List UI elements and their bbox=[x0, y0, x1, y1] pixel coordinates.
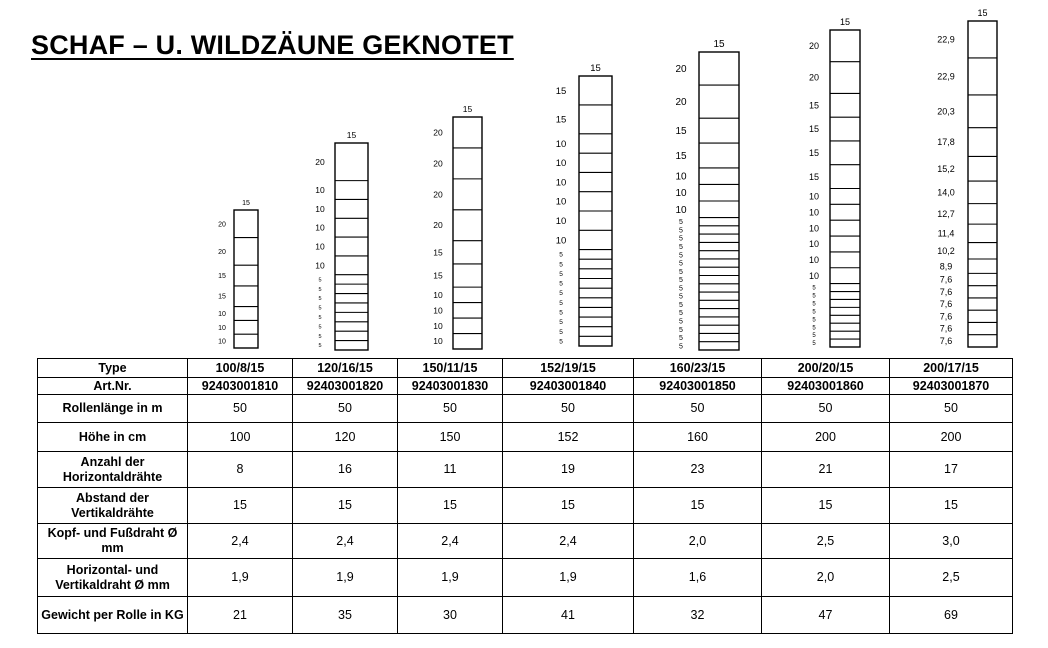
table-cell: 1,9 bbox=[398, 559, 503, 597]
fence-spacing-label: 5 bbox=[318, 305, 322, 312]
fence-spacing-label: 7,6 bbox=[939, 323, 953, 334]
fence-spacing-label: 5 bbox=[679, 293, 683, 301]
fence-top-label: 15 bbox=[839, 17, 851, 27]
spec-table bbox=[37, 358, 1013, 634]
fence-spacing-label: 10 bbox=[315, 260, 325, 271]
table-cell: 1,9 bbox=[503, 559, 634, 597]
fence-spacing-label: 10 bbox=[808, 254, 820, 265]
table-cell: 1,9 bbox=[293, 559, 398, 597]
fence-spacing-label: 10 bbox=[315, 203, 325, 214]
table-cell: 2,4 bbox=[293, 524, 398, 559]
fence-spacing-label: 10 bbox=[555, 215, 567, 227]
table-cell: 50 bbox=[188, 395, 293, 423]
fence-spacing-label: 7,6 bbox=[939, 274, 953, 285]
row-label: Gewicht per Rolle in KG bbox=[38, 597, 188, 634]
row-label: Kopf- und Fußdraht Ø mm bbox=[38, 524, 188, 559]
fence-diagram bbox=[556, 63, 612, 346]
fence-spacing-label: 5 bbox=[318, 314, 322, 321]
table-cell: 2,4 bbox=[503, 524, 634, 559]
table-cell: 15 bbox=[890, 488, 1013, 524]
fence-spacing-label: 5 bbox=[679, 301, 683, 309]
fence-spacing-label: 5 bbox=[559, 280, 563, 288]
fence-spacing-label: 5 bbox=[318, 343, 322, 350]
table-cell: 92403001830 bbox=[398, 378, 503, 395]
fence-spacing-label: 5 bbox=[679, 285, 683, 293]
fence-spacing-label: 20 bbox=[808, 72, 820, 83]
fence-spacing-label: 20 bbox=[675, 64, 687, 76]
table-cell: 21 bbox=[188, 597, 293, 634]
table-row bbox=[38, 423, 1013, 452]
fence-spacing-label: 5 bbox=[559, 270, 563, 278]
fence-spacing-label: 5 bbox=[318, 296, 322, 303]
fence-spacing-label: 10 bbox=[315, 241, 325, 252]
table-cell: 50 bbox=[762, 395, 890, 423]
fence-spacing-label: 15 bbox=[218, 273, 226, 280]
fence-spacing-label: 10 bbox=[675, 188, 687, 200]
table-body bbox=[38, 378, 1013, 634]
fence-spacing-label: 10 bbox=[808, 223, 820, 234]
fence-top-label: 15 bbox=[590, 63, 601, 74]
table-cell: 16 bbox=[293, 452, 398, 488]
fence-spacing-label: 20 bbox=[218, 221, 226, 229]
table-row bbox=[38, 378, 1013, 395]
table-cell: 15 bbox=[188, 488, 293, 524]
fence-spacing-label: 10 bbox=[555, 196, 567, 208]
fence-spacing-label: 15 bbox=[218, 293, 226, 301]
table-cell: 152 bbox=[503, 423, 634, 452]
table-cell: 92403001840 bbox=[503, 378, 634, 395]
table-cell: 69 bbox=[890, 597, 1013, 634]
table-cell: 50 bbox=[890, 395, 1013, 423]
fence-spacing-label: 5 bbox=[679, 268, 683, 276]
fence-spacing-label: 7,6 bbox=[939, 286, 953, 297]
fence-spacing-label: 5 bbox=[679, 343, 683, 351]
fence-spacing-label: 15 bbox=[433, 247, 443, 258]
table-cell: 2,0 bbox=[634, 524, 762, 559]
fence-spacing-label: 15 bbox=[555, 85, 567, 97]
fence-diagram bbox=[433, 104, 482, 349]
fence-top-label: 15 bbox=[346, 130, 357, 140]
fence-spacing-label: 5 bbox=[318, 324, 322, 331]
fence-spacing-label: 10 bbox=[218, 310, 226, 318]
row-label: Anzahl der Horizontaldrähte bbox=[38, 452, 188, 488]
fence-diagram bbox=[809, 17, 860, 347]
fence-spacing-label: 20 bbox=[808, 41, 820, 51]
fence-spacing-label: 5 bbox=[559, 251, 563, 259]
table-cell: 21 bbox=[762, 452, 890, 488]
fence-spacing-label: 10 bbox=[555, 158, 567, 170]
table-row bbox=[38, 395, 1013, 423]
fence-spacing-label: 15 bbox=[808, 100, 820, 111]
row-label: Abstand der Vertikaldrähte bbox=[38, 488, 188, 524]
header-cell-label: Type bbox=[38, 359, 188, 378]
fence-spacing-label: 12,7 bbox=[937, 209, 955, 220]
table-cell: 92403001870 bbox=[890, 378, 1013, 395]
fence-spacing-label: 5 bbox=[318, 277, 322, 284]
table-cell: 41 bbox=[503, 597, 634, 634]
table-cell: 30 bbox=[398, 597, 503, 634]
fence-spacing-label: 15 bbox=[675, 150, 687, 162]
table-cell: 2,5 bbox=[762, 524, 890, 559]
table-cell: 120 bbox=[293, 423, 398, 452]
fence-spacing-label: 15 bbox=[675, 126, 687, 138]
fence-spacing-label: 5 bbox=[679, 243, 683, 251]
table-cell: 11 bbox=[398, 452, 503, 488]
fence-spacing-label: 5 bbox=[679, 310, 683, 318]
fence-spacing-label: 5 bbox=[812, 293, 816, 300]
table-cell: 92403001850 bbox=[634, 378, 762, 395]
fence-spacing-label: 10 bbox=[675, 204, 687, 216]
fence-spacing-label: 20 bbox=[433, 220, 443, 231]
fence-diagram bbox=[218, 200, 258, 348]
header-cell-type: 150/11/15 bbox=[398, 359, 503, 378]
fence-spacing-label: 20 bbox=[315, 156, 325, 167]
fence-spacing-label: 5 bbox=[318, 333, 322, 340]
table-cell: 1,6 bbox=[634, 559, 762, 597]
fence-spacing-label: 15 bbox=[433, 270, 443, 281]
table-cell: 2,0 bbox=[762, 559, 890, 597]
table-cell: 15 bbox=[398, 488, 503, 524]
fence-spacing-label: 8,9 bbox=[939, 261, 953, 272]
table-cell: 3,0 bbox=[890, 524, 1013, 559]
table-cell: 200 bbox=[890, 423, 1013, 452]
fence-spacing-label: 15,2 bbox=[937, 163, 955, 174]
fence-spacing-label: 10 bbox=[315, 185, 325, 196]
page-title: SCHAF – U. WILDZÄUNE GEKNOTET bbox=[31, 30, 514, 60]
fence-spacing-label: 10 bbox=[555, 138, 567, 150]
fence-spacing-label: 10,2 bbox=[937, 245, 955, 256]
fence-spacing-label: 5 bbox=[679, 219, 683, 227]
fence-spacing-label: 20 bbox=[218, 248, 226, 256]
row-label: Rollenlänge in m bbox=[38, 395, 188, 423]
fence-spacing-label: 5 bbox=[679, 227, 683, 235]
fence-spacing-label: 5 bbox=[559, 261, 563, 269]
table-cell: 19 bbox=[503, 452, 634, 488]
row-label: Horizontal- und Vertikaldraht Ø mm bbox=[38, 559, 188, 597]
fence-spacing-label: 5 bbox=[812, 285, 816, 292]
fence-spacing-label: 5 bbox=[812, 317, 816, 324]
table-cell: 15 bbox=[293, 488, 398, 524]
fence-spacing-label: 10 bbox=[218, 324, 226, 332]
fence-spacing-label: 5 bbox=[812, 309, 816, 316]
fence-spacing-label: 14,0 bbox=[937, 187, 955, 198]
fence-spacing-label: 5 bbox=[812, 301, 816, 308]
fence-spacing-label: 20 bbox=[433, 127, 443, 138]
header-cell-type: 152/19/15 bbox=[503, 359, 634, 378]
table-cell: 200 bbox=[762, 423, 890, 452]
fence-spacing-label: 5 bbox=[812, 333, 816, 340]
table-row bbox=[38, 559, 1013, 597]
fence-spacing-label: 5 bbox=[559, 328, 563, 336]
table-cell: 50 bbox=[503, 395, 634, 423]
table-cell: 2,5 bbox=[890, 559, 1013, 597]
fence-spacing-label: 5 bbox=[812, 325, 816, 332]
fence-spacing-label: 5 bbox=[679, 326, 683, 334]
header-cell-type: 120/16/15 bbox=[293, 359, 398, 378]
fence-spacing-label: 5 bbox=[559, 309, 563, 317]
fence-spacing-label: 10 bbox=[555, 177, 567, 189]
fence-spacing-label: 11,4 bbox=[937, 228, 955, 239]
fence-spacing-label: 15 bbox=[808, 124, 820, 135]
fence-spacing-label: 20,3 bbox=[937, 106, 955, 117]
table-row bbox=[38, 597, 1013, 634]
table-cell: 92403001820 bbox=[293, 378, 398, 395]
fence-diagram bbox=[675, 39, 739, 350]
table-cell: 150 bbox=[398, 423, 503, 452]
fence-spacing-label: 5 bbox=[559, 319, 563, 327]
table-cell: 92403001810 bbox=[188, 378, 293, 395]
fence-spacing-label: 5 bbox=[679, 277, 683, 285]
header-cell-type: 100/8/15 bbox=[188, 359, 293, 378]
table-cell: 32 bbox=[634, 597, 762, 634]
table-cell: 23 bbox=[634, 452, 762, 488]
fence-top-label: 15 bbox=[713, 39, 725, 50]
fence-spacing-label: 5 bbox=[679, 252, 683, 260]
fence-spacing-label: 5 bbox=[679, 260, 683, 268]
fence-spacing-label: 15 bbox=[808, 147, 820, 158]
fence-spacing-label: 20 bbox=[433, 189, 443, 200]
fence-spacing-label: 5 bbox=[559, 299, 563, 307]
table-row bbox=[38, 524, 1013, 559]
fence-spacing-label: 20 bbox=[433, 158, 443, 169]
fence-top-label: 15 bbox=[462, 104, 473, 114]
table-header-row bbox=[38, 359, 1013, 378]
fence-spacing-label: 15 bbox=[808, 171, 820, 182]
header-cell-type: 200/17/15 bbox=[890, 359, 1013, 378]
fence-spacing-label: 20 bbox=[675, 97, 687, 109]
table-cell: 15 bbox=[762, 488, 890, 524]
fence-top-label: 15 bbox=[977, 8, 988, 18]
fence-spacing-label: 10 bbox=[808, 270, 820, 281]
fence-spacing-label: 10 bbox=[433, 320, 443, 331]
fence-spacing-label: 5 bbox=[559, 338, 563, 346]
table-cell: 15 bbox=[503, 488, 634, 524]
fence-spacing-label: 10 bbox=[433, 305, 443, 316]
table-row bbox=[38, 452, 1013, 488]
fence-outline bbox=[453, 117, 482, 349]
fence-spacing-label: 5 bbox=[679, 335, 683, 343]
fence-spacing-label: 10 bbox=[218, 338, 226, 346]
fence-spacing-label: 5 bbox=[318, 286, 322, 293]
fence-spacing-label: 10 bbox=[433, 336, 443, 347]
fence-spacing-label: 22,9 bbox=[937, 34, 955, 45]
table-cell: 50 bbox=[398, 395, 503, 423]
table-cell: 1,9 bbox=[188, 559, 293, 597]
table-cell: 100 bbox=[188, 423, 293, 452]
fence-spacing-label: 10 bbox=[808, 191, 820, 202]
fence-spacing-label: 5 bbox=[679, 318, 683, 326]
header-cell-type: 160/23/15 bbox=[634, 359, 762, 378]
table-cell: 15 bbox=[634, 488, 762, 524]
fence-spacing-label: 15 bbox=[555, 114, 567, 126]
fence-outline bbox=[234, 210, 258, 348]
fence-spacing-label: 10 bbox=[808, 239, 820, 250]
fence-spacing-label: 10 bbox=[808, 207, 820, 218]
fence-diagram bbox=[315, 130, 368, 350]
fence-spacing-label: 17,8 bbox=[937, 137, 955, 148]
table-cell: 47 bbox=[762, 597, 890, 634]
table-row bbox=[38, 488, 1013, 524]
table-cell: 160 bbox=[634, 423, 762, 452]
fence-diagram bbox=[937, 8, 997, 347]
table-cell: 92403001860 bbox=[762, 378, 890, 395]
row-label: Höhe in cm bbox=[38, 423, 188, 452]
fence-spacing-label: 10 bbox=[433, 289, 443, 300]
table-cell: 50 bbox=[634, 395, 762, 423]
fence-spacing-label: 5 bbox=[559, 290, 563, 298]
fence-spacing-label: 22,9 bbox=[937, 71, 955, 82]
fence-spacing-label: 10 bbox=[315, 222, 325, 233]
table-cell: 2,4 bbox=[188, 524, 293, 559]
row-label: Art.Nr. bbox=[38, 378, 188, 395]
fence-spacing-label: 10 bbox=[675, 171, 687, 183]
table-cell: 50 bbox=[293, 395, 398, 423]
fence-spacing-label: 5 bbox=[679, 235, 683, 243]
fence-spacing-label: 7,6 bbox=[939, 299, 953, 310]
header-cell-type: 200/20/15 bbox=[762, 359, 890, 378]
table-cell: 17 bbox=[890, 452, 1013, 488]
fence-outline bbox=[335, 143, 368, 350]
table-cell: 2,4 bbox=[398, 524, 503, 559]
fence-spacing-label: 5 bbox=[812, 341, 816, 348]
fence-spacing-label: 7,6 bbox=[939, 336, 953, 347]
fence-spacing-label: 10 bbox=[555, 235, 567, 247]
table-cell: 35 bbox=[293, 597, 398, 634]
fence-spacing-label: 7,6 bbox=[939, 311, 953, 322]
table-cell: 8 bbox=[188, 452, 293, 488]
fence-top-label: 15 bbox=[242, 200, 250, 207]
